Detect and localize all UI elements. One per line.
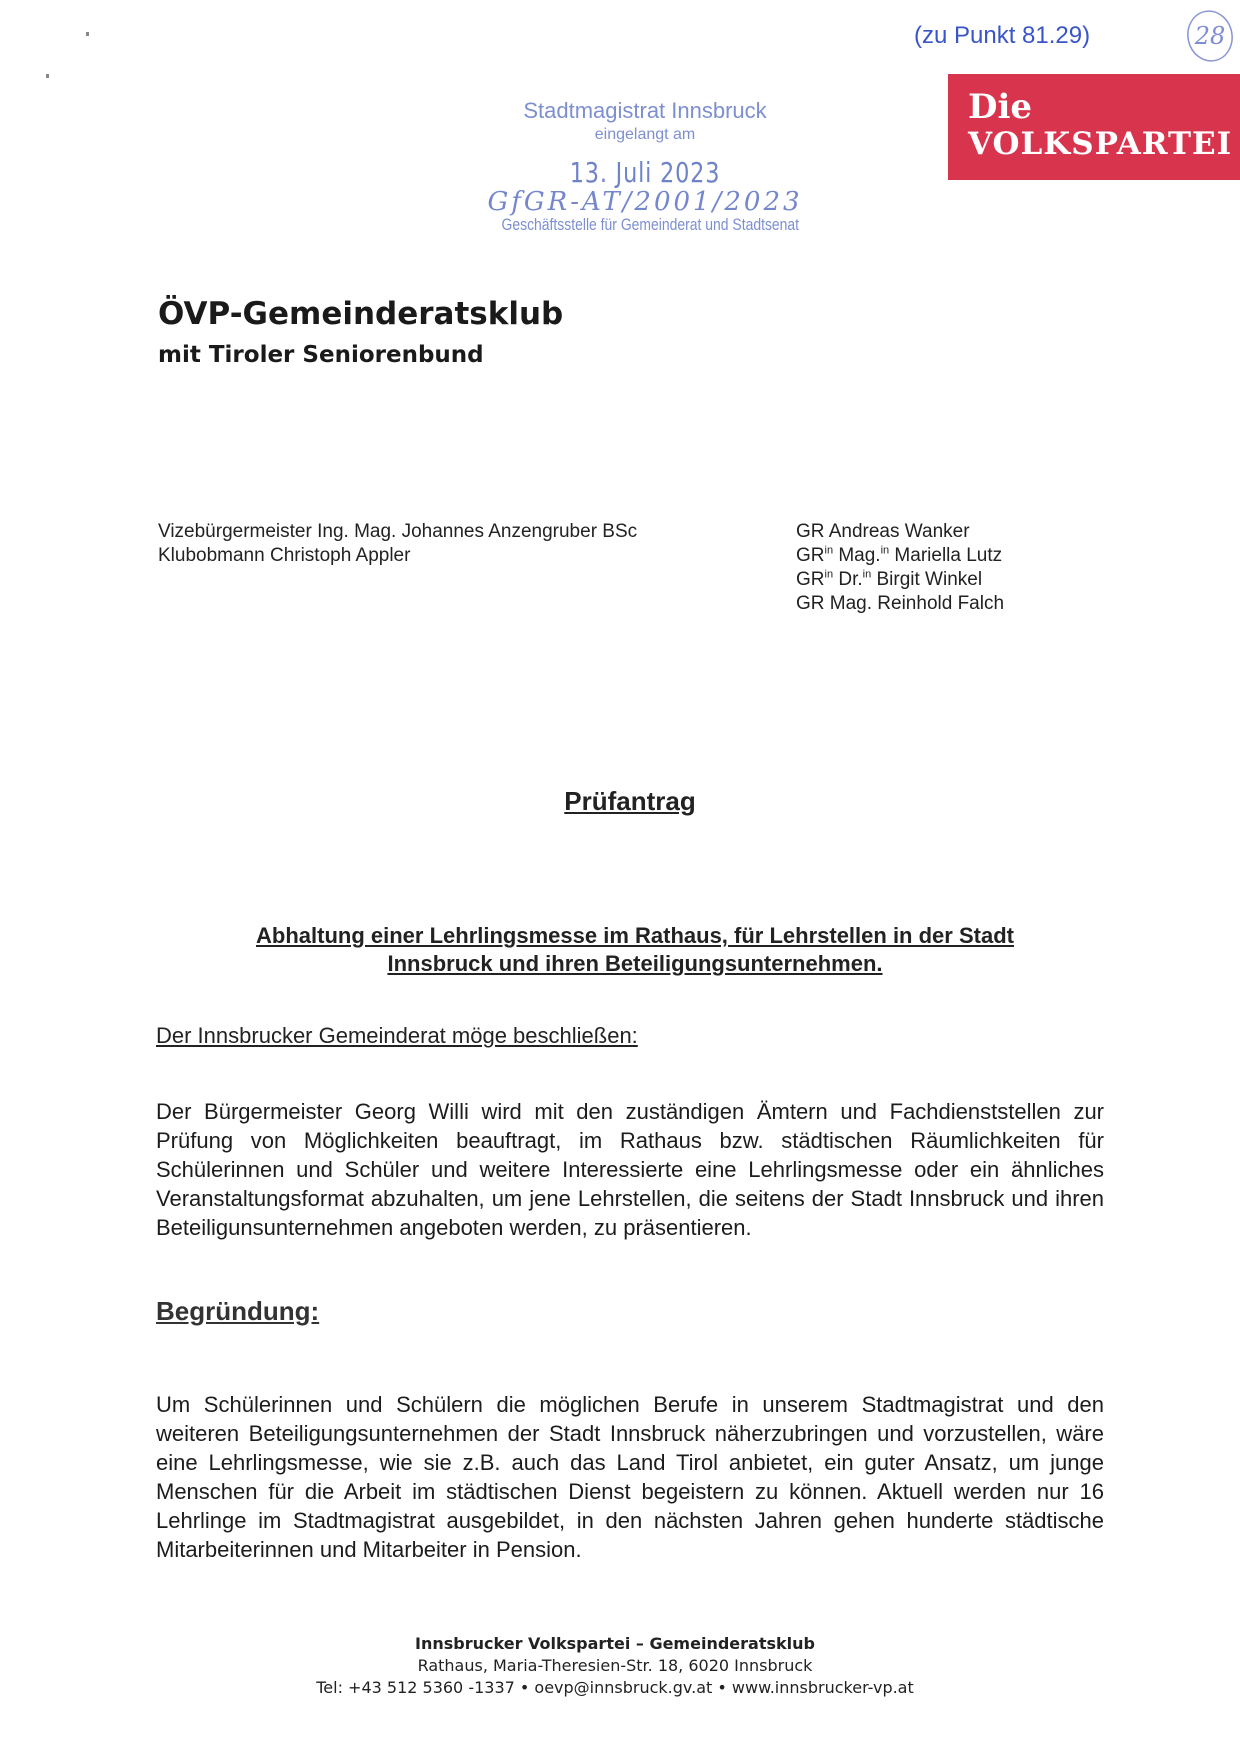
subject-line: Innsbruck und ihren Beteiligungsunternehmen. [387, 951, 883, 976]
motion-intro: Der Innsbrucker Gemeinderat möge beschließen: [156, 1023, 638, 1048]
title-superscript: in [862, 568, 872, 581]
signatory-name: Klubobmann Christoph Appler [158, 545, 411, 566]
stamp-file-number: GfGR-AT/2001/2023 [487, 187, 803, 217]
party-logo-line2: VOLKSPARTEI [968, 126, 1233, 162]
scan-speck [46, 74, 49, 78]
handwritten-circled-number [1184, 8, 1236, 64]
circled-number-text: 28 [1194, 22, 1226, 50]
club-subtitle: mit Tiroler Seniorenbund [158, 342, 484, 368]
reason-text: Um Schülerinnen und Schülern die möglichen Berufe in unserem Stadtmagistrat und den weiteren Beteiligungsunternehmen der Stadt Innsbruck näherzubringen und vorzustellen, wäre eine Lehrlingsmesse, wie sie z.B. auch das Land Tirol anbietet, ein guter Ansatz, um junge Menschen für die Arbeit im städtischen Dienst begeistern zu können. Aktuell werden nur 16 Lehrlinge im Stadtmagistrat ausgebildet, in den nächsten Jahren gehen hunderte städtische Mitarbeiterinnen und Mitarbeiter in Pension. [156, 1392, 1104, 1562]
title-prefix: GR [796, 569, 825, 590]
footer-contact: Tel: +43 512 5360 -1337 • oevp@innsbruck.gv.at • www.innsbrucker-vp.at [316, 1678, 914, 1697]
academic-title: Dr. [833, 569, 863, 590]
signatory-name: Vizebürgermeister Ing. Mag. Johannes Anzengruber BSc [158, 521, 638, 542]
received-stamp [470, 98, 820, 235]
academic-title: Mag. [833, 545, 881, 566]
footer-address: Rathaus, Maria-Theresien-Str. 18, 6020 Innsbruck [417, 1656, 813, 1675]
title-superscript: in [824, 544, 834, 557]
signatory-name: GR Andreas Wanker [796, 521, 970, 542]
stamp-date: 13. Juli 2023 [569, 156, 721, 189]
stamp-department: Geschäftsstelle für Gemeinderat und Stadtsenat [501, 215, 800, 234]
stamp-received-label: eingelangt am [594, 126, 696, 143]
title-superscript: in [880, 544, 890, 557]
signatory-name: GR Mag. Reinhold Falch [796, 593, 1005, 614]
stamp-office: Stadtmagistrat Innsbruck [523, 98, 767, 123]
subject-heading [150, 922, 1120, 978]
motion-text: Der Bürgermeister Georg Willi wird mit den zuständigen Ämtern und Fachdienststellen zur Prüfung von Möglichkeiten beauftragt, im Rathaus bzw. städtischen Räumlichkeiten für Schülerinnen und Schüler und weitere Interessierte eine Lehrlingsmesse oder ein ähnliches Veranstaltungsformat abzuhalten, um jene Lehrstellen, die seitens der Stadt Innsbruck und ihren Beteiligunsunternehmen angeboten werden, zu präsentieren. [156, 1099, 1104, 1240]
scan-speck [86, 32, 89, 36]
person-name: Birgit Winkel [871, 569, 983, 590]
signatories-left [158, 520, 637, 568]
title-prefix: GR [796, 545, 825, 566]
signatories-right [796, 520, 1004, 616]
party-logo [948, 74, 1240, 180]
page-footer [0, 1633, 1230, 1699]
title-superscript: in [824, 568, 834, 581]
agenda-item-reference: (zu Punkt 81.29) [914, 22, 1091, 49]
signatory-name [796, 568, 1004, 592]
person-name: Mariella Lutz [889, 545, 1003, 566]
footer-organization: Innsbrucker Volkspartei – Gemeinderatsklub [415, 1634, 815, 1653]
document-type-heading: Prüfantrag [564, 786, 696, 816]
party-logo-line1: Die [968, 87, 1033, 127]
club-title: ÖVP-Gemeinderatsklub [158, 296, 564, 332]
signatory-name [796, 544, 1004, 568]
reason-heading: Begründung: [156, 1296, 320, 1326]
subject-line: Abhaltung einer Lehrlingsmesse im Rathaus, für Lehrstellen in der Stadt [256, 923, 1014, 948]
